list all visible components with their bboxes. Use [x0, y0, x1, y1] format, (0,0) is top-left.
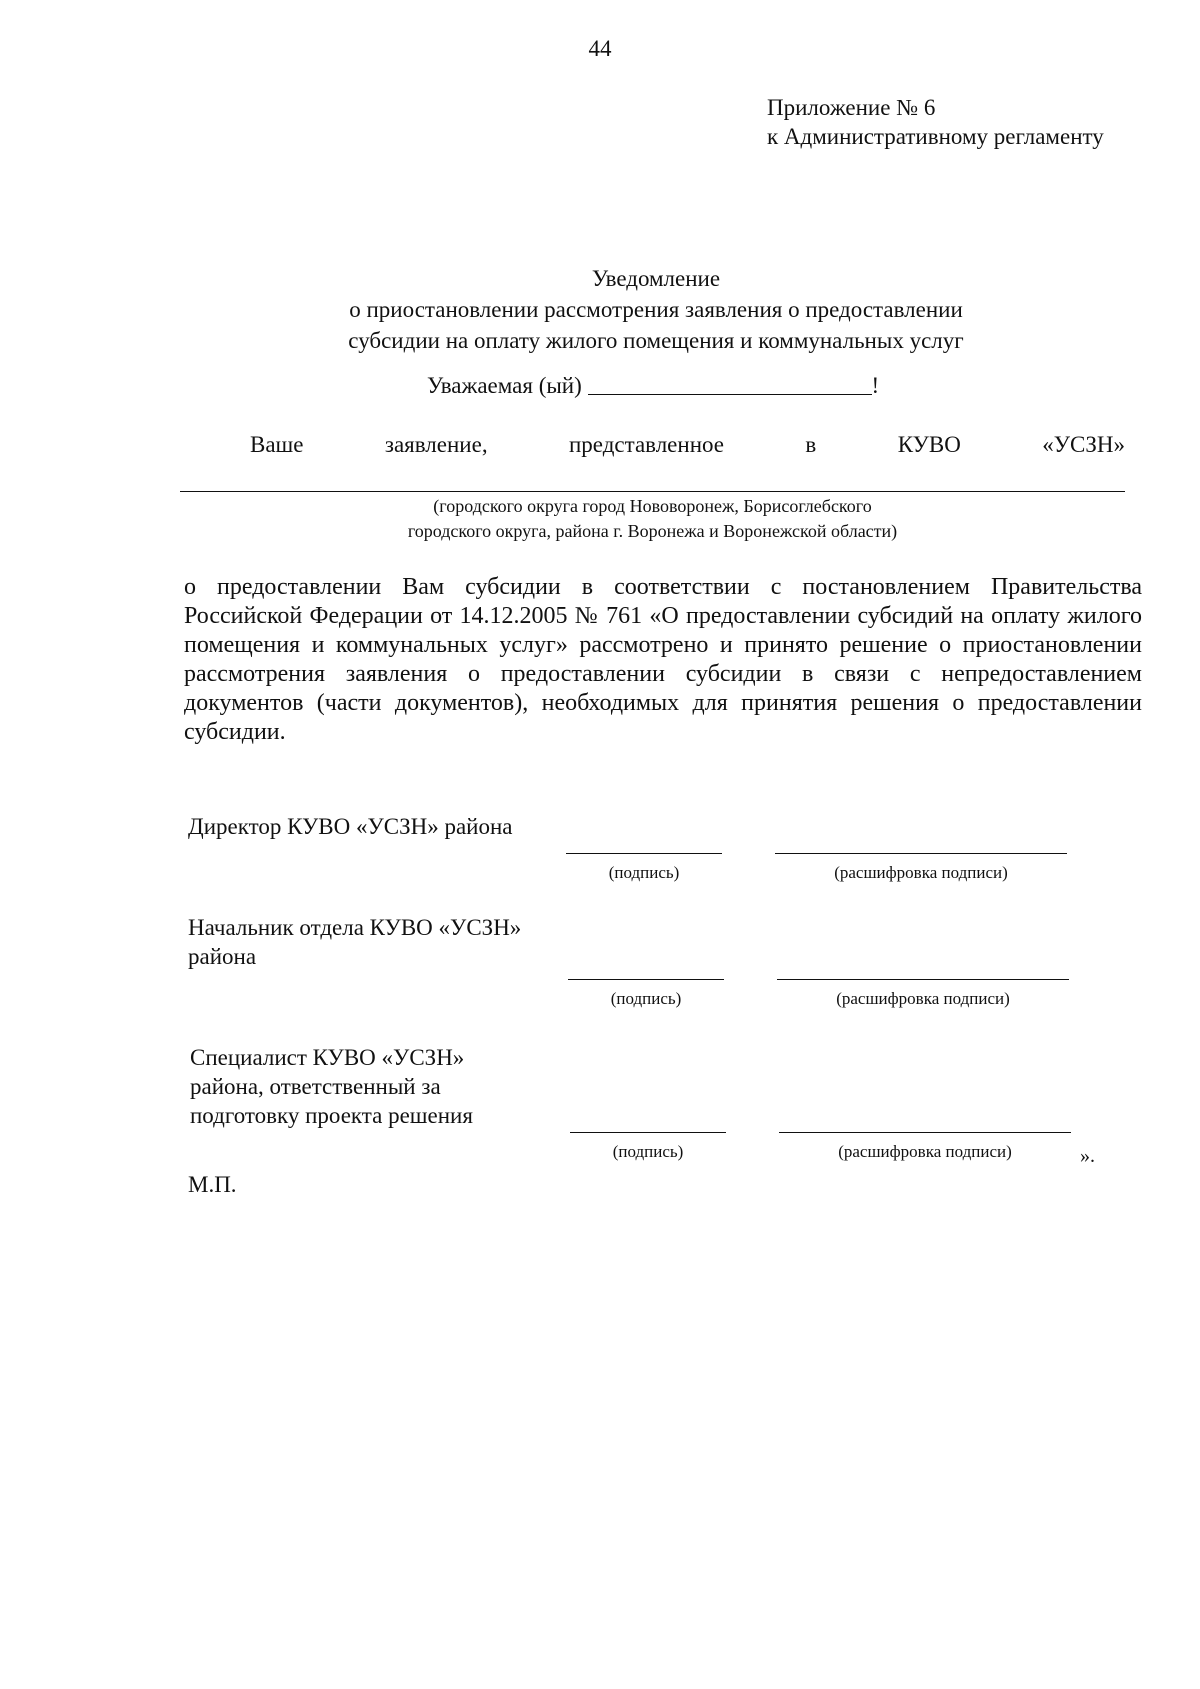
- signature-label-line: подготовку проекта решения: [190, 1103, 473, 1128]
- department-hint: [180, 494, 1125, 544]
- page-number: 44: [588, 36, 612, 61]
- lead-word: в: [805, 432, 817, 457]
- signature-label-director: [188, 812, 512, 841]
- signature-line: [570, 1132, 726, 1133]
- decoding-line: [775, 853, 1067, 854]
- signature-caption: (подпись): [610, 989, 682, 1008]
- decoding-line: [779, 1132, 1071, 1133]
- greeting-prefix: Уважаемая (ый): [427, 373, 582, 398]
- signature-label-specialist: [190, 1043, 473, 1130]
- lead-word: представленное: [568, 432, 724, 457]
- decoding-caption: (расшифровка подписи): [838, 1142, 1012, 1161]
- signature-caption: (подпись): [608, 863, 680, 882]
- hint-line-1: (городского округа город Нововоронеж, Борисоглебского: [433, 496, 872, 516]
- appendix-line-2: к Административному регламенту: [767, 124, 1104, 149]
- department-blank-line: [180, 491, 1125, 492]
- document-title: [0, 263, 1200, 356]
- decoding-caption: (расшифровка подписи): [836, 989, 1010, 1008]
- lead-word: Ваше: [250, 432, 304, 457]
- lead-word: КУВО: [897, 432, 961, 457]
- signature-label-line: Специалист КУВО «УСЗН»: [190, 1045, 465, 1070]
- lead-word: «УСЗН»: [1042, 432, 1125, 457]
- closing-quote: ».: [1080, 1145, 1095, 1167]
- hint-line-2: городского округа, района г. Воронежа и Воронежской области): [407, 521, 898, 541]
- signature-line: [568, 979, 724, 980]
- signature-label-head-of-department: [188, 913, 521, 971]
- greeting-suffix: !: [871, 373, 880, 398]
- signature-label-line: района: [188, 944, 257, 969]
- signature-line: [566, 853, 722, 854]
- greeting: [427, 373, 879, 399]
- appendix-header: [767, 93, 1104, 151]
- decoding-caption: (расшифровка подписи): [834, 863, 1008, 882]
- lead-line: [180, 432, 1125, 458]
- signature-label-line: района, ответственный за: [190, 1074, 441, 1099]
- recipient-name-blank: [588, 374, 872, 395]
- signature-label-line: Директор КУВО «УСЗН» района: [188, 814, 513, 839]
- decoding-line: [777, 979, 1069, 980]
- stamp-place: М.П.: [188, 1172, 237, 1197]
- title-line-1: Уведомление: [591, 266, 721, 291]
- body-paragraph: о предоставлении Вам субсидии в соответствии с постановлением Правительства Российской Федерации от 14.12.2005 № 761 «О предоставлении субсидий на оплату жилого помещения и коммунальных услуг» рассмотрено и принято решение о приостановлении рассмотрения заявления о предоставлении субсидии в связи с непредоставлением документов (части документов), необходимых для принятия решения о предоставлении субсидии.: [184, 574, 1142, 745]
- title-line-3: субсидии на оплату жилого помещения и коммунальных услуг: [348, 328, 964, 353]
- appendix-line-1: Приложение № 6: [767, 95, 936, 120]
- signature-label-line: Начальник отдела КУВО «УСЗН»: [188, 915, 522, 940]
- lead-word: заявление,: [384, 432, 488, 457]
- signature-caption: (подпись): [612, 1142, 684, 1161]
- title-line-2: о приостановлении рассмотрения заявления о предоставлении: [349, 297, 963, 322]
